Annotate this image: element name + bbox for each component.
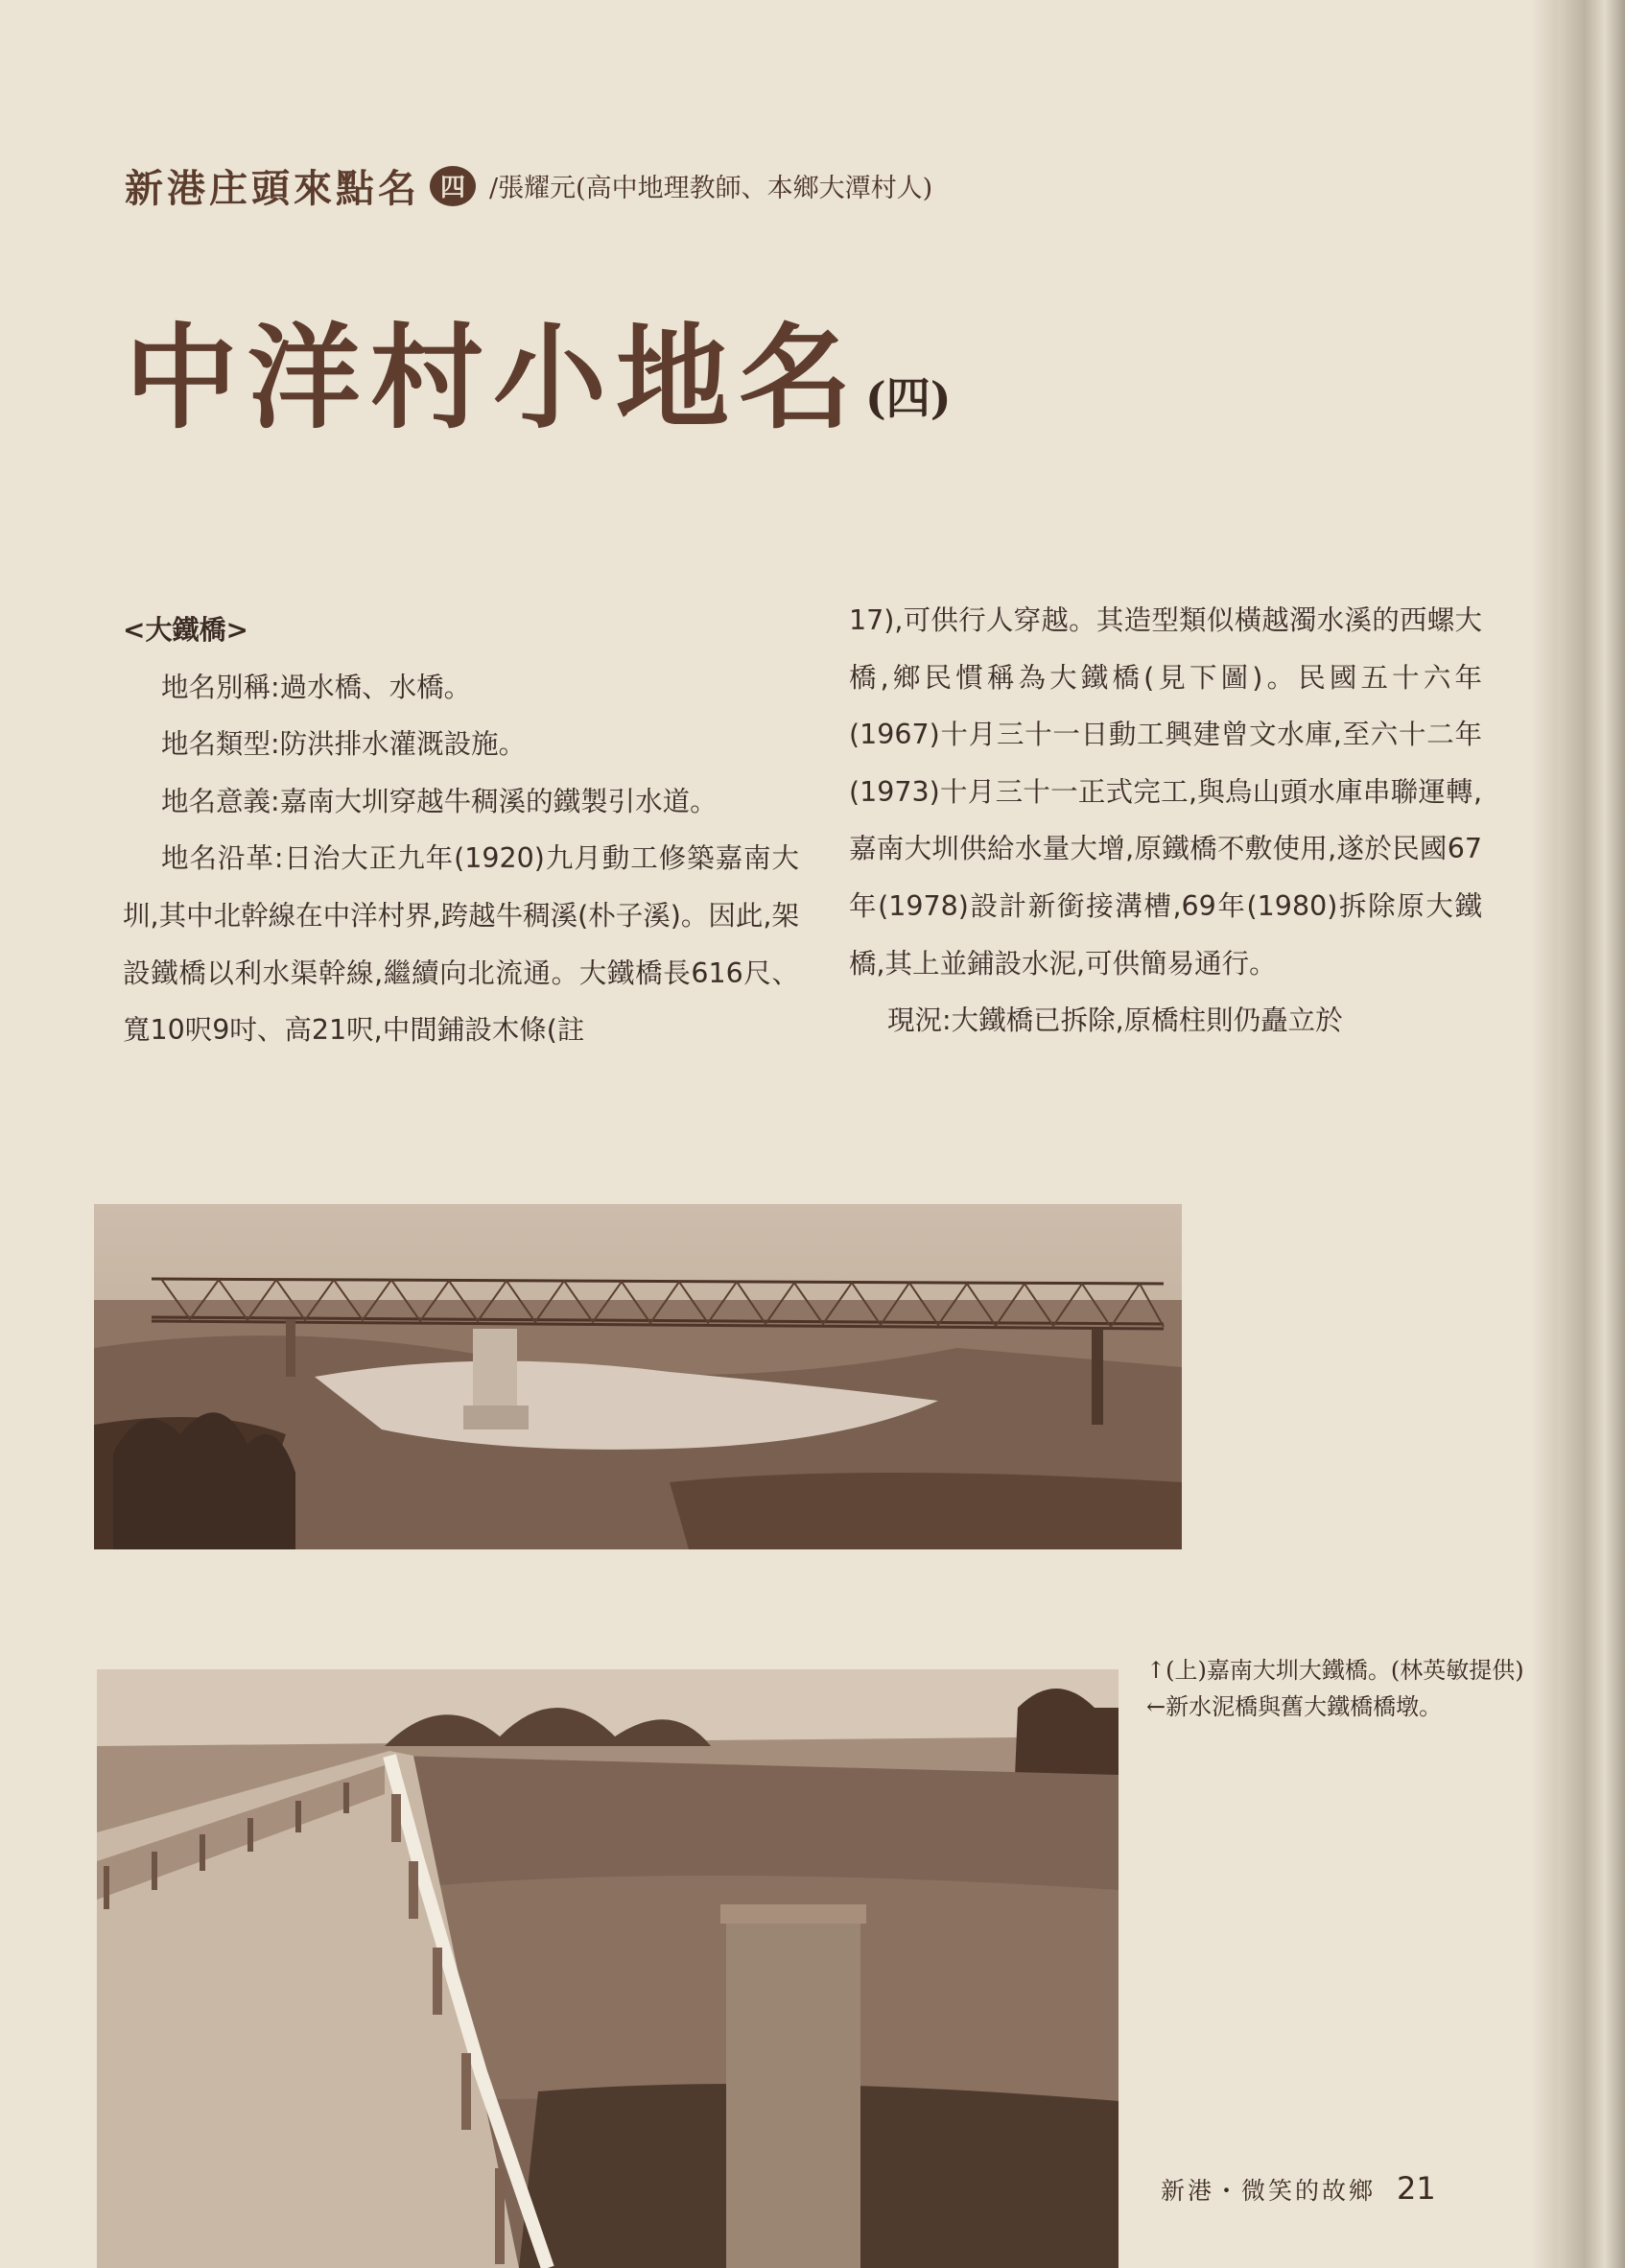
paragraph: 現況:大鐵橋已拆除,原橋柱則仍矗立於 (887, 1004, 1343, 1037)
series-number-badge: 四 (430, 166, 476, 206)
section-heading: <大鐵橋> (123, 614, 248, 646)
page-edge (1558, 0, 1625, 2268)
paragraph: 17),可供行人穿越。其造型類似橫越濁水溪的西螺大橋,鄉民慣稱為大鐵橋(見下圖)。民國五十六年(1967)十月三十一日動工興建曾文水庫,至六十二年(1973)十月三十一正式完工,與烏山頭水庫串聯運轉,嘉南大圳供給水量大增,原鐵橋不敷使用,遂於民國67年(1978)設計新銜接溝槽,69年(1980)拆除原大鐵橋,其上並鋪設水泥,可供簡易通行。 (849, 604, 1482, 980)
paragraph: 地名類型:防洪排水灌溉設施。 (161, 728, 527, 761)
article-title (125, 312, 952, 444)
concrete-bridge-photo (97, 1669, 1119, 2268)
series-title: 新港庄頭來點名 (125, 166, 420, 211)
caption-line: ↑(上)嘉南大圳大鐵橋。(林英敏提供) (1146, 1657, 1524, 1684)
photo-caption (1146, 1652, 1540, 1725)
series-header (125, 158, 932, 213)
page-footer (1161, 2170, 1436, 2207)
page-number: 21 (1397, 2170, 1436, 2207)
article-title-suffix: (四) (865, 372, 952, 424)
text-column-right (849, 592, 1482, 1050)
paragraph: 地名別稱:過水橋、水橋。 (161, 671, 472, 703)
paragraph: 地名意義:嘉南大圳穿越牛稠溪的鐵製引水道。 (161, 785, 718, 817)
page-shadow (1531, 0, 1558, 2268)
caption-line: ←新水泥橋與舊大鐵橋橋墩。 (1146, 1693, 1443, 1720)
text-column-left (123, 602, 799, 1059)
article-title-text: 中洋村小地名 (125, 312, 862, 444)
author-byline: /張耀元(高中地理教師、本鄉大潭村人) (489, 174, 933, 203)
paragraph: 地名沿革:日治大正九年(1920)九月動工修築嘉南大圳,其中北幹線在中洋村界,跨越牛稠溪(朴子溪)。因此,架設鐵橋以利水渠幹線,繼續向北流通。大鐵橋長616尺、寬10呎9吋、高21呎,中間鋪設木條(註 (123, 842, 799, 1047)
footer-title: 新港・微笑的故鄉 (1161, 2177, 1377, 2205)
iron-bridge-photo (94, 1204, 1182, 1549)
